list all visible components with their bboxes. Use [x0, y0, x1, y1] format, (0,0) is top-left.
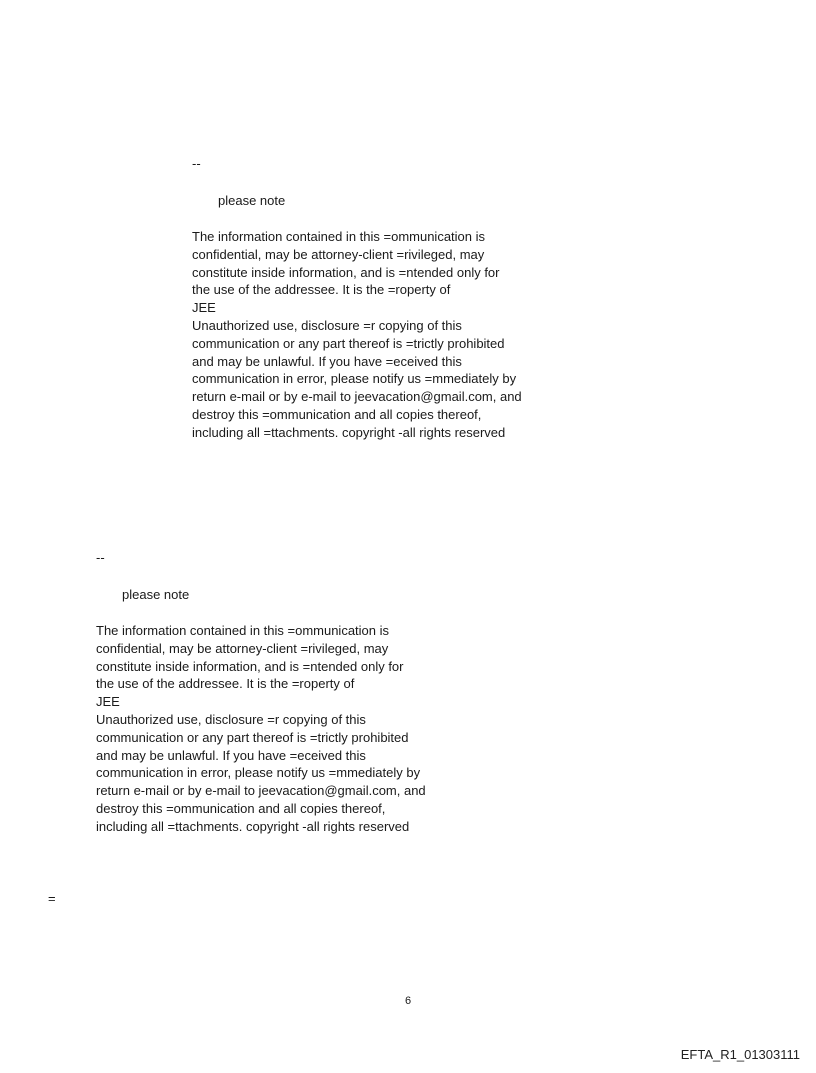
notice-line: destroy this =ommunication and all copies thereof,: [96, 800, 386, 816]
please-note-heading: please note: [122, 587, 190, 602]
notice-line: destroy this =ommunication and all copies thereof,: [192, 406, 482, 422]
page-number: 6: [404, 995, 412, 1007]
notice-line: The information contained in this =ommunication is: [96, 623, 390, 638]
notice-line: communication or any part thereof is =trictly prohibited: [96, 729, 409, 745]
please-note-heading: please note: [218, 193, 286, 208]
document-id: EFTA_R1_01303111: [680, 1047, 800, 1062]
notice-line: the use of the addressee. It is the =roperty of: [192, 282, 451, 298]
trailing-equals: =: [48, 891, 56, 906]
notice-line: Unauthorized use, disclosure =r copying of this: [192, 317, 462, 333]
notice-line: return e-mail or by e-mail to jeevacation@gmail.com, and: [192, 389, 522, 405]
notice-line: JEE: [192, 300, 216, 316]
notice-line: and may be unlawful. If you have =eceived this: [192, 353, 462, 369]
notice-line: The information contained in this =ommunication is: [192, 229, 486, 244]
notice-line: confidential, may be attorney-client =rivileged, may: [192, 246, 485, 262]
notice-line: return e-mail or by e-mail to jeevacation@gmail.com, and: [96, 783, 426, 799]
notice-line: communication in error, please notify us =mmediately by: [96, 765, 421, 781]
notice-line: Unauthorized use, disclosure =r copying of this: [96, 711, 366, 727]
notice-line: and may be unlawful. If you have =eceived this: [96, 747, 366, 763]
notice-line: including all =ttachments. copyright -all rights reserved: [96, 818, 410, 834]
notice-line: communication in error, please notify us =mmediately by: [192, 371, 517, 387]
notice-line: JEE: [96, 694, 120, 710]
confidentiality-notice: [96, 622, 426, 836]
separator-dashes: --: [96, 550, 105, 565]
notice-line: including all =ttachments. copyright -all rights reserved: [192, 424, 506, 440]
notice-line: communication or any part thereof is =trictly prohibited: [192, 335, 505, 351]
notice-line: constitute inside information, and is =ntended only for: [192, 264, 500, 280]
notice-line: the use of the addressee. It is the =roperty of: [96, 676, 355, 692]
separator-dashes: --: [192, 156, 201, 171]
notice-line: confidential, may be attorney-client =rivileged, may: [96, 640, 389, 656]
confidentiality-notice: [192, 228, 522, 442]
notice-line: constitute inside information, and is =ntended only for: [96, 658, 404, 674]
